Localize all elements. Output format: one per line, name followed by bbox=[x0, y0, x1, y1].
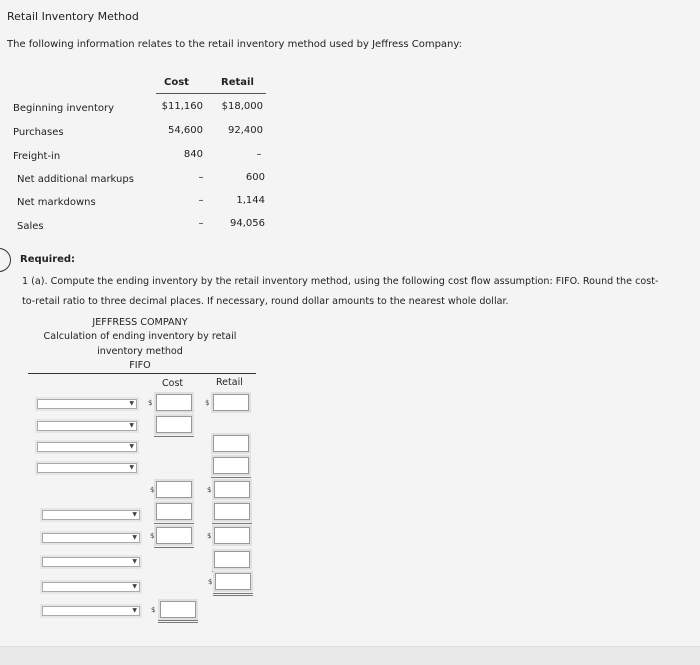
row-retail: 600 bbox=[245, 172, 265, 183]
retail-input[interactable] bbox=[214, 503, 250, 520]
header-rule bbox=[156, 93, 266, 94]
chevron-down-icon: ▼ bbox=[132, 511, 137, 518]
total-rule bbox=[213, 593, 253, 594]
intro-text: The following information relates to the retail inventory method used by Jeffress Company: bbox=[7, 39, 462, 50]
subtotal-rule bbox=[212, 523, 252, 524]
ending-inventory-cost-input[interactable] bbox=[160, 601, 196, 618]
page-title: Retail Inventory Method bbox=[7, 10, 139, 23]
form-method: FIFO bbox=[129, 360, 151, 371]
dollar-sign: $ bbox=[205, 399, 210, 407]
subtotal-rule bbox=[154, 523, 194, 524]
retail-input[interactable] bbox=[213, 457, 249, 474]
row-label: Net additional markups bbox=[17, 174, 134, 185]
subtotal-rule bbox=[154, 436, 194, 437]
row-label-select[interactable] bbox=[37, 399, 137, 409]
chevron-down-icon: ▼ bbox=[129, 422, 134, 429]
total-double-rule bbox=[158, 622, 198, 623]
row-label: Purchases bbox=[13, 127, 64, 138]
row-cost: 54,600 bbox=[168, 125, 203, 136]
retail-input[interactable] bbox=[214, 551, 250, 568]
dollar-sign: $ bbox=[208, 578, 213, 586]
row-label-select[interactable] bbox=[42, 510, 140, 520]
chevron-down-icon: ▼ bbox=[129, 443, 134, 450]
total-double-rule bbox=[213, 595, 253, 596]
chevron-down-icon: ▼ bbox=[132, 558, 137, 565]
row-cost: – bbox=[198, 218, 204, 229]
chevron-down-icon: ▼ bbox=[129, 400, 134, 407]
required-line-1: 1 (a). Compute the ending inventory by the retail inventory method, using the following cost flow assumption: FIFO. Round the cost- bbox=[22, 276, 659, 287]
row-label: Sales bbox=[17, 221, 44, 232]
chevron-down-icon: ▼ bbox=[129, 464, 134, 471]
row-label: Freight-in bbox=[13, 151, 61, 162]
row-label: Net markdowns bbox=[17, 197, 96, 208]
cost-input[interactable] bbox=[156, 503, 192, 520]
form-col-cost: Cost bbox=[162, 378, 184, 389]
row-cost: – bbox=[198, 172, 204, 183]
cost-input[interactable] bbox=[156, 416, 192, 433]
dollar-sign: $ bbox=[151, 606, 156, 614]
required-title: Required: bbox=[20, 254, 76, 265]
required-line-2: to-retail ratio to three decimal places. If necessary, round dollar amounts to the nearest whole dollar. bbox=[22, 296, 509, 307]
row-retail: $18,000 bbox=[221, 101, 263, 112]
subtotal-rule bbox=[212, 571, 252, 572]
row-retail: – bbox=[256, 149, 262, 160]
chevron-down-icon: ▼ bbox=[132, 607, 137, 614]
row-label-select[interactable] bbox=[37, 463, 137, 473]
total-rule bbox=[158, 620, 198, 621]
retail-input[interactable] bbox=[214, 527, 250, 544]
row-label-select[interactable] bbox=[37, 442, 137, 452]
subtotal-rule bbox=[211, 477, 251, 478]
row-label: Beginning inventory bbox=[13, 103, 115, 114]
company-name: JEFFRESS COMPANY bbox=[92, 317, 188, 328]
ending-inventory-retail-input[interactable] bbox=[215, 573, 251, 590]
row-retail: 1,144 bbox=[236, 195, 265, 206]
chevron-down-icon: ▼ bbox=[132, 583, 137, 590]
subtotal-rule bbox=[154, 547, 194, 548]
cost-input[interactable] bbox=[156, 481, 192, 498]
row-cost: – bbox=[198, 195, 204, 206]
row-label-select[interactable] bbox=[42, 557, 140, 567]
row-label-select[interactable] bbox=[37, 421, 137, 431]
dollar-sign: $ bbox=[150, 532, 155, 540]
dollar-sign: $ bbox=[150, 486, 155, 494]
retail-input[interactable] bbox=[213, 394, 249, 411]
row-label-select[interactable] bbox=[42, 606, 140, 616]
form-heading-1: Calculation of ending inventory by retail bbox=[43, 331, 237, 342]
cost-input[interactable] bbox=[156, 527, 192, 544]
retail-input[interactable] bbox=[213, 435, 249, 452]
bottom-bar bbox=[0, 646, 700, 665]
cost-header: Cost bbox=[164, 77, 189, 88]
row-cost: 840 bbox=[183, 149, 203, 160]
row-label-select[interactable] bbox=[42, 582, 140, 592]
row-cost: $11,160 bbox=[161, 101, 203, 112]
form-heading-2: inventory method bbox=[97, 346, 183, 357]
form-header-rule bbox=[28, 373, 256, 374]
retail-input[interactable] bbox=[214, 481, 250, 498]
dollar-sign: $ bbox=[207, 486, 212, 494]
question-marker bbox=[0, 248, 11, 272]
dollar-sign: $ bbox=[148, 399, 153, 407]
chevron-down-icon: ▼ bbox=[132, 534, 137, 541]
form-col-retail: Retail bbox=[216, 377, 243, 388]
row-label-select[interactable] bbox=[42, 533, 140, 543]
row-retail: 92,400 bbox=[228, 125, 263, 136]
retail-header: Retail bbox=[221, 77, 254, 88]
cost-input[interactable] bbox=[156, 394, 192, 411]
dollar-sign: $ bbox=[207, 532, 212, 540]
row-retail: 94,056 bbox=[230, 218, 265, 229]
